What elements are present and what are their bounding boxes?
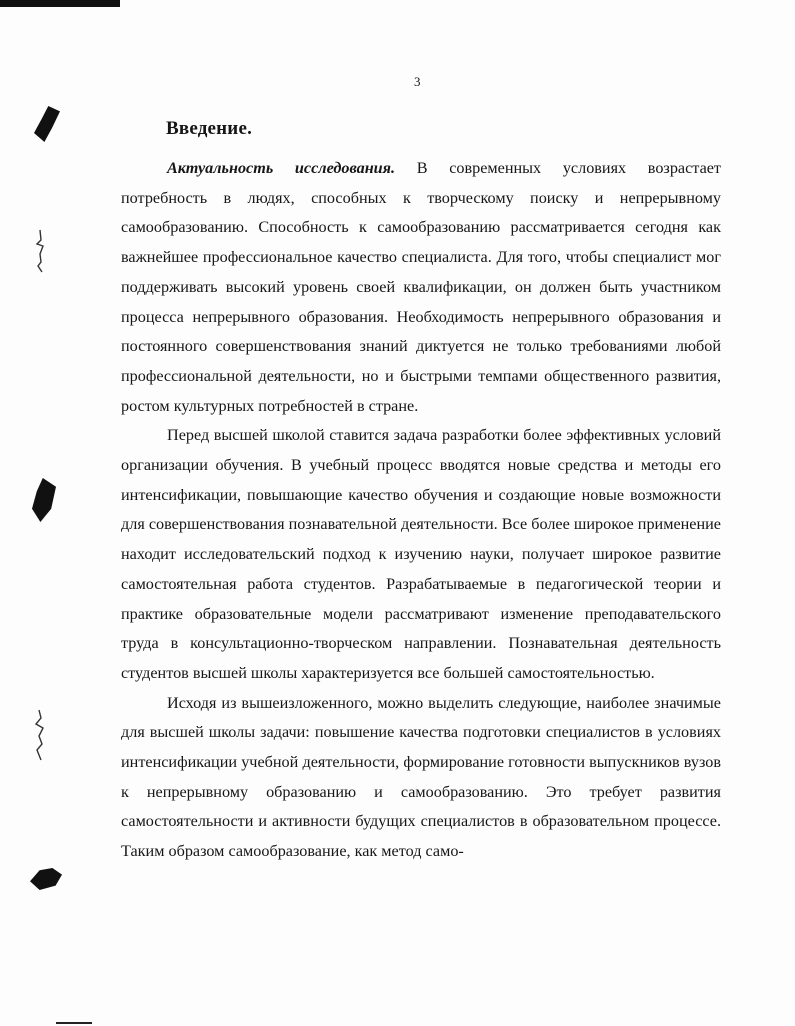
binding-mark-icon <box>32 228 48 274</box>
body-text <box>121 154 721 867</box>
binding-mark-icon <box>32 708 48 762</box>
paragraph: Исходя из вышеизложенного, можно выделить следующие, наиболее значимые для высшей школы задачи: повышение качества подготовки специалистов в условиях интенсификации учебной деятельности, формирование готовности выпускников вузов к непрерывному образованию и самообразованию. Это требует развития самостоятельности и активности будущих специалистов в образовательном процессе. Таким образом самообразование, как метод само- <box>121 693 721 861</box>
scan-edge-mark <box>56 1022 92 1024</box>
ink-blot <box>34 106 60 142</box>
paragraph <box>121 154 721 421</box>
page-number: 3 <box>414 74 421 89</box>
paragraph-text: В современных условиях возрастает потребность в людях, способных к творческому поиску и непрерывному самообразованию. Способность к самообразованию рассматривается сегодня как важнейшее профессиональное качество специалиста. Для того, чтобы специалист мог поддерживать высокий уровень своей квалификации, он должен быть участником процесса непрерывного образования. Необходимость непрерывного образования и постоянного совершенствования знаний диктуется не только требованиями любой профессиональной деятельности, но и быстрыми темпами общественного развития, ростом культурных потребностей в стране. <box>121 159 722 415</box>
paragraph-lead: Актуальность исследования. <box>167 159 396 177</box>
page-title: Введение. <box>166 118 253 139</box>
ink-blot <box>30 868 62 890</box>
ink-blot <box>32 478 56 522</box>
paragraph: Перед высшей школой ставится задача разработки более эффективных условий организации обучения. В учебный процесс вводятся новые средства и методы его интенсификации, повышающие качество обучения и создающие новые возможности для совершенствования познавательной деятельности. Все более широкое применение находит исследовательский подход к изучению науки, получает широкое развитие самостоятельная работа студентов. Разрабатываемые в педагогической теории и практике образовательные модели рассматривают изменение преподавательского труда в консультационно-творческом направлении. Познавательная деятельность студентов высшей школы характеризуется все большей самостоятельностью. <box>121 426 721 682</box>
scan-edge-mark <box>0 0 120 7</box>
